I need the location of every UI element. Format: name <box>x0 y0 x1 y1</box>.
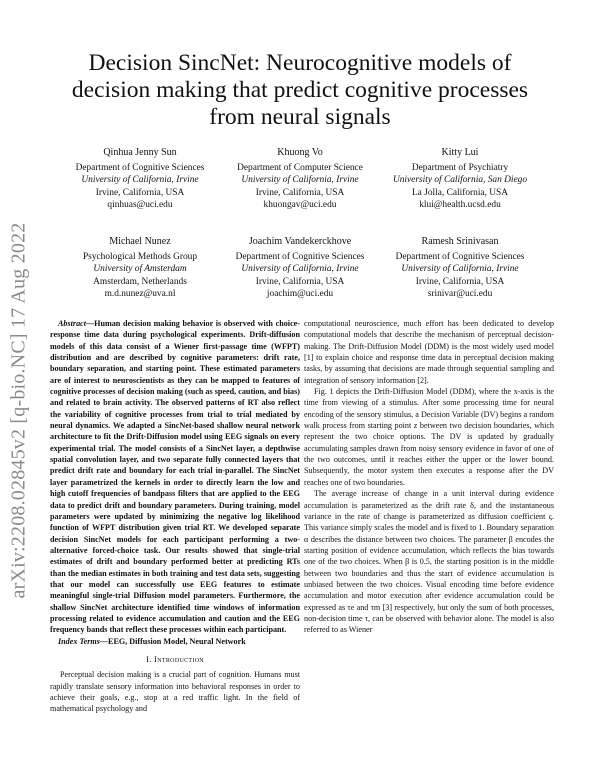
author-dept: Department of Computer Science <box>237 163 363 174</box>
arxiv-identifier[interactable]: arXiv:2208.02845v2 [q-bio.NC] 17 Aug 2022 <box>7 222 30 598</box>
author-email[interactable]: srinivar@uci.edu <box>427 288 493 299</box>
author-block <box>60 147 220 211</box>
author-name: Khuong Vo <box>277 147 323 158</box>
author-dept: Department of Psychiatry <box>411 163 509 174</box>
author-name: Ramesh Srinivasan <box>421 236 499 247</box>
intro-paragraph: Perceptual decision making is a crucial part of cognition. Humans must rapidly translate sensory information into behavioral responses in order to achieve their goals, e.g., stop at a red traffic light. In the field of mathematical psychology and <box>50 670 300 714</box>
index-terms-label: Index Terms <box>58 636 100 646</box>
author-email[interactable]: qinhuas@uci.edu <box>107 199 173 210</box>
left-column <box>50 318 300 715</box>
body-paragraph: computational neuroscience, much effort has been dedicated to develop computational models that describe the mechanism of perceptual decision-making. The Drift-Diffusion Model (DDM) is the most widely used model [1] to explain choice and response time data in perceptual decision making tasks, by assuming that decisions are made through sequential sampling and integration of sensory information [2]. <box>304 319 554 385</box>
author-name: Kitty Lui <box>441 147 479 158</box>
author-inst: University of California, Irvine <box>241 264 359 275</box>
author-inst: University of California, Irvine <box>81 175 199 186</box>
section-heading: I. Introduction <box>146 653 204 664</box>
author-block <box>220 147 380 211</box>
body-paragraph: The average increase of change in a unit interval during evidence accumulation is parameterized as the drift rate δ, and the instantaneous variance in the rate of change is parameterized as diffusion coefficient ς. This variance simply scales the model and is fixed to 1. Boundary separation α describes the distance between two choices. The parameter β encodes the starting position of evidence accumulation, which reflects the bias towards one of the two choices. When β is 0.5, the starting position is in the middle between two boundaries and thus the start of evidence accumulation is unbiased between the two choices. Visual encoding time before evidence accumulation and motor execution after evidence accumulation could be expressed as τe and τm [3] respectively, but only the sum of both processes, non-decision time τ, can be observed with behavior alone. The model is also referred to as Wiener <box>304 489 554 635</box>
author-block <box>380 147 540 211</box>
author-inst: University of Amsterdam <box>93 264 187 275</box>
author-dept: Psychological Methods Group <box>82 252 198 263</box>
author-location: Amsterdam, Netherlands <box>93 276 187 287</box>
author-location: Irvine, California, USA <box>415 276 505 287</box>
author-name: Qinhua Jenny Sun <box>103 147 177 158</box>
author-dept: Department of Cognitive Sciences <box>75 163 205 174</box>
author-location: Irvine, California, USA <box>95 187 185 198</box>
author-name: Michael Nunez <box>109 236 171 247</box>
author-email[interactable]: khuongav@uci.edu <box>263 199 337 210</box>
paper-title: Decision SincNet: Neurocognitive models of decision making that predict cognitive processes from neural signals <box>71 50 529 130</box>
author-dept: Department of Cognitive Sciences <box>235 252 365 263</box>
author-inst: University of California, San Diego <box>392 175 528 186</box>
author-email[interactable]: klui@health.ucsd.edu <box>419 199 501 210</box>
abstract-text: Human decision making behavior is observed with choice-response time data during psychological experiments. Drift-diffusion models of this data consist of a Wiener first-passage time (WFPT) distribution and are described by cognitive parameters: drift rate, boundary separation, and starting point. These estimated parameters are of interest to neuroscientists as they can be mapped to features of cognitive processes of decision making (such as speed, caution, and bias) and related to brain activity. The observed patterns of RT also reflect the variability of cognitive processes from trial to trial mediated by neural dynamics. We adapted a SincNet-based shallow neural network architecture to fit the Drift-Diffusion model using EEG signals on every experimental trial. The model consists of a SincNet layer, a depthwise spatial convolution layer, and two separate fully connected layers that predict drift rate and boundary for each trial in-parallel. The SincNet layer parametrized the kernels in order to directly learn the low and high cutoff frequencies of bandpass filters that are applied to the EEG data to predict drift and boundary parameters. During training, model parameters were updated by minimizing the negative log likelihood function of WFPT distribution given trial RT. We developed separate decision SincNet models for each participant performing a two-alternative forced-choice task. Our results showed that single-trial estimates of drift and boundary performed better at predicting RTs than the median estimates in both training and test data sets, suggesting that our model can successfully use EEG features to estimate meaningful single-trial Diffusion model parameters. Furthermore, the shallow SincNet architecture identified time windows of information processing related to evidence accumulation and caution and the EEG frequency bands that reflect these processes within each participant. <box>50 319 300 635</box>
body-paragraph: Fig. 1 depicts the Drift-Diffusion Model (DDM), where the x-axis is the time from viewing of a stimulus. After some processing time for neural encoding of the sensory stimulus, a Decision Variable (DV) begins a random walk process from starting point z between two decision boundaries, which represent the two choice options. The DV is updated by gradually accumulating samples drawn from noisy sensory evidence in favor of one of the two outcomes, until it reaches either the upper or the lower bound. Subsequently, the motor system then executes a response after the DV reaches one of two boundaries. <box>304 387 554 487</box>
author-email[interactable]: m.d.nunez@uva.nl <box>104 288 176 299</box>
author-name: Joachim Vandekerckhove <box>248 236 352 247</box>
abstract: Abstract—Human decision making behavior is observed with choice-response time data during psychological experiments. Drift-diffusion models of this data consist of a Wiener first-passage time (WFPT) distribution and are described by cognitive parameters: drift rate, boundary separation, and starting point. These estimated parameters are of interest to neuroscientists as they can be mapped to features of cognitive processes of decision making (such as speed, caution, and bias) and related to brain activity. The observed patterns of RT also reflect the variability of cognitive processes from trial to trial mediated by neural dynamics. We adapted a SincNet-based shallow neural network architecture to fit the Drift-Diffusion model using EEG signals on every experimental trial. The model consists of a SincNet layer, a depthwise spatial convolution layer, and two separate fully connected layers that predict drift rate and boundary for each trial in-parallel. The SincNet layer parametrized the kernels in order to directly learn the low and high cutoff frequencies of bandpass filters that are applied to the EEG data to predict drift and boundary parameters. During training, model parameters were updated by minimizing the negative log likelihood function of WFPT distribution given trial RT. We developed separate decision SincNet models for each participant performing a two-alternative forced-choice task. Our results showed that single-trial estimates of drift and boundary performed better at predicting RTs than the median estimates in both training and test data sets, suggesting that our model can successfully use EEG features to estimate meaningful single-trial Diffusion model parameters. Furthermore, the shallow SincNet architecture identified time windows of information processing related to evidence accumulation and caution and the EEG frequency bands that reflect these processes within each participant. <box>50 319 300 635</box>
index-terms: Index Terms—EEG, Diffusion Model, Neural Network <box>58 636 246 646</box>
author-row-2 <box>60 236 540 300</box>
author-inst: University of California, Irvine <box>241 175 359 186</box>
arxiv-sidebar <box>4 190 34 630</box>
author-location: Irvine, California, USA <box>255 276 345 287</box>
author-row-1 <box>60 147 540 211</box>
author-block <box>220 236 380 300</box>
author-location: La Jolla, California, USA <box>411 187 509 198</box>
author-location: Irvine, California, USA <box>255 187 345 198</box>
author-dept: Department of Cognitive Sciences <box>395 252 525 263</box>
right-column <box>304 318 554 636</box>
author-email[interactable]: joachim@uci.edu <box>266 288 334 299</box>
author-block <box>380 236 540 300</box>
abstract-label: Abstract <box>58 319 86 328</box>
author-block <box>60 236 220 300</box>
author-inst: University of California, Irvine <box>401 264 519 275</box>
index-terms-text: EEG, Diffusion Model, Neural Network <box>108 636 246 646</box>
